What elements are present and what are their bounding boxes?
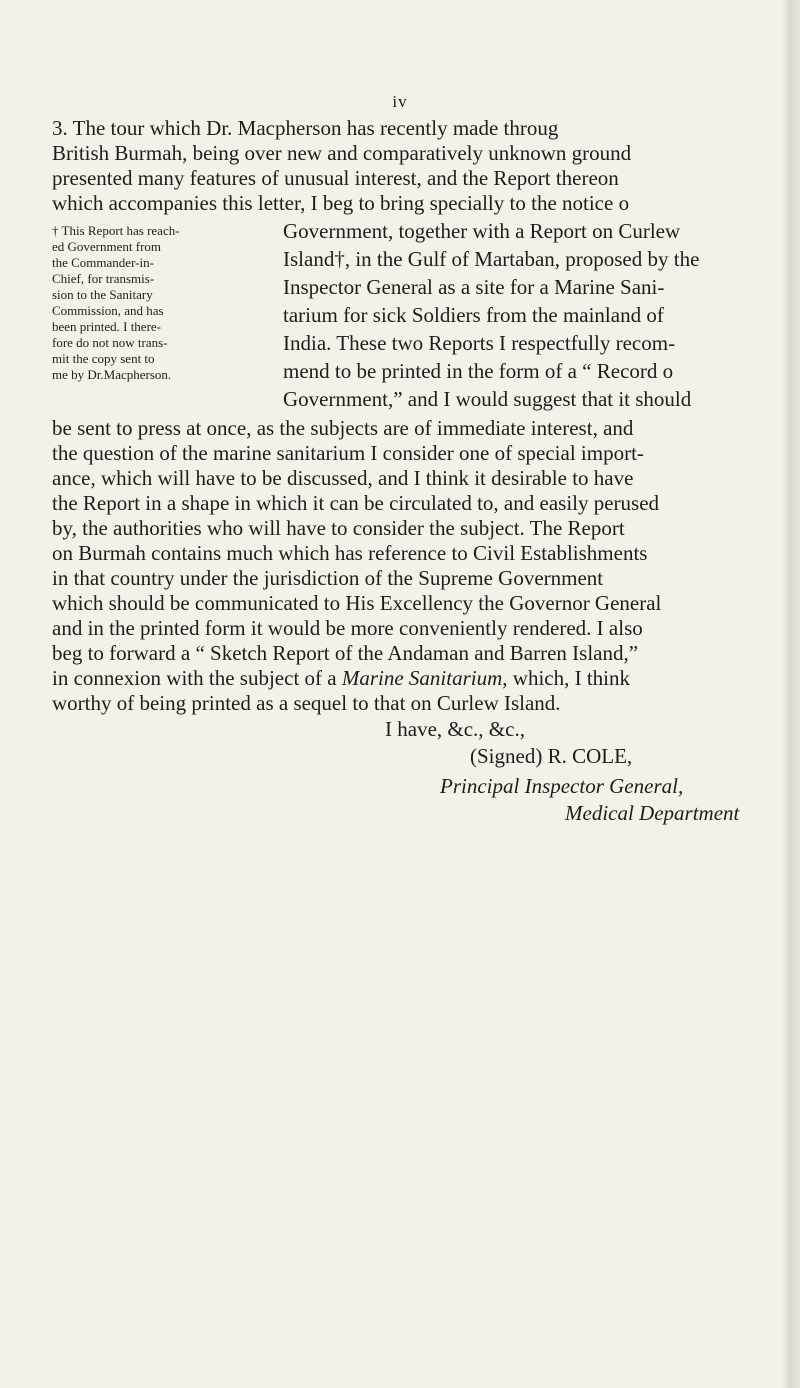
body-text: , which, I think xyxy=(502,666,631,690)
body-line: tarium for sick Soldiers from the mainland of xyxy=(283,303,664,327)
body-line: British Burmah, being over new and comparatively unknown ground xyxy=(52,141,632,165)
footnote-line: ed Government from xyxy=(52,239,162,254)
footnote-line: Chief, for transmis- xyxy=(52,271,155,286)
body-line: Government,” and I would suggest that it should xyxy=(283,387,692,411)
body-line: India. These two Reports I respectfully recom- xyxy=(283,331,676,355)
body-line: on Burmah contains much which has reference to Civil Establishments xyxy=(52,541,648,565)
body-line: 3. The tour which Dr. Macpherson has recently made throug xyxy=(52,116,559,140)
salutation: I have, &c., &c., xyxy=(385,717,525,741)
footnote-line: been printed. I there- xyxy=(52,319,162,334)
body-line: Island†, in the Gulf of Martaban, proposed by the xyxy=(283,247,700,271)
page-edge xyxy=(782,0,800,1388)
body-line-with-italic xyxy=(52,666,630,690)
body-line: beg to forward a “ Sketch Report of the Andaman and Barren Island,” xyxy=(52,641,639,665)
body-line: and in the printed form it would be more conveniently rendered. I also xyxy=(52,616,643,640)
footnote-line: Commission, and has xyxy=(52,303,164,318)
body-line: the question of the marine sanitarium I consider one of special import- xyxy=(52,441,644,465)
department: Medical Department xyxy=(565,801,740,825)
footnote-line: fore do not now trans- xyxy=(52,335,168,350)
body-line: mend to be printed in the form of a “ Record o xyxy=(283,359,674,383)
body-line: Government, together with a Report on Curlew xyxy=(283,219,681,243)
body-line: be sent to press at once, as the subjects are of immediate interest, and xyxy=(52,416,634,440)
body-line: Inspector General as a site for a Marine Sani- xyxy=(283,275,665,299)
body-text: in connexion with the subject of a xyxy=(52,666,342,690)
signatory-title: Principal Inspector General, xyxy=(440,774,684,798)
italic-phrase: Marine Sanitarium xyxy=(341,666,503,690)
body-line: in that country under the jurisdiction of the Supreme Government xyxy=(52,566,604,590)
footnote-line: † This Report has reach- xyxy=(52,223,180,238)
body-line: by, the authorities who will have to consider the subject. The Report xyxy=(52,516,625,540)
page-number: iv xyxy=(392,92,408,111)
body-line: which should be communicated to His Excellency the Governor General xyxy=(52,591,662,615)
footnote-line: the Commander-in- xyxy=(52,255,154,270)
body-line: presented many features of unusual interest, and the Report thereon xyxy=(52,166,619,190)
footnote-line: me by Dr.Macpherson. xyxy=(52,367,172,382)
footnote-line: mit the copy sent to xyxy=(52,351,155,366)
footnote-line: sion to the Sanitary xyxy=(52,287,153,302)
body-line: ance, which will have to be discussed, and I think it desirable to have xyxy=(52,466,634,490)
signature: (Signed) R. COLE, xyxy=(470,744,633,768)
body-line: the Report in a shape in which it can be circulated to, and easily perused xyxy=(52,491,660,515)
body-line: worthy of being printed as a sequel to that on Curlew Island. xyxy=(52,691,561,715)
body-line: which accompanies this letter, I beg to bring specially to the notice o xyxy=(52,191,630,215)
